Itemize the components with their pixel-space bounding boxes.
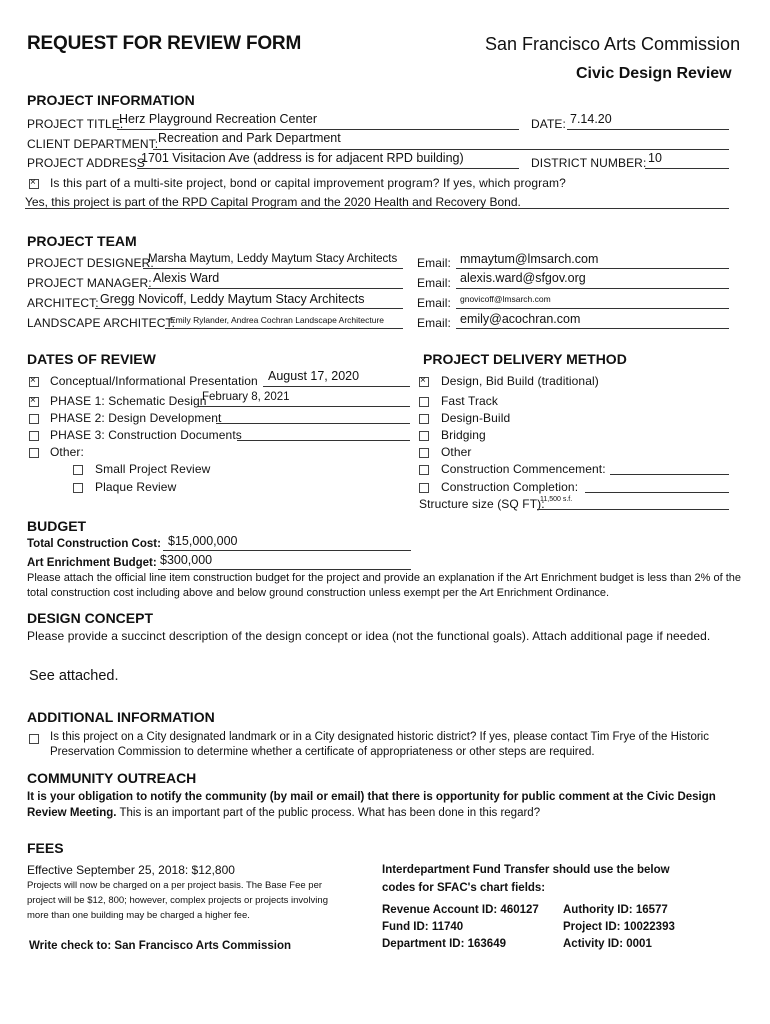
- fund-transfer-heading: Interdepartment Fund Transfer should use the below codes for SFAC's chart fields:: [382, 864, 670, 894]
- section-heading-project-information: PROJECT INFORMATION: [27, 92, 195, 108]
- conceptual-checkbox[interactable]: [29, 377, 39, 387]
- design-build-checkbox[interactable]: [419, 414, 429, 424]
- construction-commencement-checkbox[interactable]: [419, 465, 429, 475]
- client-department-label: CLIENT DEPARTMENT:: [27, 137, 159, 151]
- district-number-field[interactable]: 10: [648, 151, 662, 165]
- project-manager-label: PROJECT MANAGER:: [27, 276, 152, 290]
- project-manager-email-field[interactable]: alexis.ward@sfgov.org: [460, 271, 586, 285]
- section-heading-budget: BUDGET: [27, 518, 87, 534]
- design-bid-build-checkbox[interactable]: [419, 377, 429, 387]
- section-heading-fees: FEES: [27, 840, 64, 856]
- section-heading-delivery-method: PROJECT DELIVERY METHOD: [423, 351, 627, 367]
- section-heading-design-concept: DESIGN CONCEPT: [27, 610, 154, 626]
- budget-note: Please attach the official line item construction budget for the project and provide an explanation if the Art Enrichment budget is less than 2% of the total construction cost including above and below ground construction unless exempt per the Art Enrichment Ordinance.: [27, 572, 742, 599]
- email-label: Email:: [417, 256, 451, 270]
- date-field[interactable]: 7.14.20: [570, 112, 612, 126]
- district-number-label: DISTRICT NUMBER:: [531, 156, 647, 170]
- bridging-label: Bridging: [441, 428, 486, 442]
- section-heading-project-team: PROJECT TEAM: [27, 233, 137, 249]
- historic-landmark-checkbox[interactable]: [29, 734, 39, 744]
- construction-completion-label: Construction Completion:: [441, 480, 579, 494]
- architect-label: ARCHITECT:: [27, 296, 99, 310]
- design-concept-instruction: Please provide a succinct description of the design concept or idea (not the functional goals). Attach additional page if needed.: [27, 629, 711, 643]
- project-id: Project ID: 10022393: [563, 921, 675, 933]
- project-address-field[interactable]: 1701 Visitacion Ave (address is for adjacent RPD building): [141, 151, 464, 165]
- fast-track-checkbox[interactable]: [419, 397, 429, 407]
- section-heading-community-outreach: COMMUNITY OUTREACH: [27, 770, 197, 786]
- small-project-review-label: Small Project Review: [95, 462, 211, 476]
- date-label: DATE:: [531, 117, 566, 131]
- multisite-answer-field[interactable]: Yes, this project is part of the RPD Capital Program and the 2020 Health and Recovery Bond.: [25, 195, 521, 209]
- architect-field[interactable]: Gregg Novicoff, Leddy Maytum Stacy Architects: [100, 292, 365, 306]
- section-heading-dates-of-review: DATES OF REVIEW: [27, 351, 156, 367]
- project-title-label: PROJECT TITLE:: [27, 117, 124, 131]
- fast-track-label: Fast Track: [441, 394, 499, 408]
- department-id: Department ID: 163649: [382, 938, 506, 950]
- plaque-review-label: Plaque Review: [95, 480, 177, 494]
- historic-landmark-question: Is this project on a City designated landmark or in a City designated historic district? If yes, please contact Tim Frye of the Historic Preservation Commission to determine whether a certificate of appropriateness or other steps are required.: [50, 731, 709, 758]
- phase2-checkbox[interactable]: [29, 414, 39, 424]
- multisite-question: Is this part of a multi-site project, bond or capital improvement program? If yes, which program?: [50, 176, 566, 190]
- landscape-architect-label: LANDSCAPE ARCHITECT:: [27, 316, 176, 330]
- structure-size-field[interactable]: 11,500 s.f.: [540, 496, 573, 503]
- other-review-checkbox[interactable]: [29, 448, 39, 458]
- conceptual-label: Conceptual/Informational Presentation: [50, 374, 258, 388]
- landscape-architect-email-field[interactable]: emily@acochran.com: [460, 312, 581, 326]
- project-address-label: PROJECT ADDRESS: [27, 156, 145, 170]
- plaque-review-checkbox[interactable]: [73, 483, 83, 493]
- project-designer-field[interactable]: Marsha Maytum, Leddy Maytum Stacy Architects: [148, 253, 398, 265]
- design-bid-build-label: Design, Bid Build (traditional): [441, 374, 599, 388]
- project-designer-label: PROJECT DESIGNER:: [27, 256, 154, 270]
- structure-size-label: Structure size (SQ FT):: [419, 497, 545, 511]
- phase3-checkbox[interactable]: [29, 431, 39, 441]
- total-construction-cost-label: Total Construction Cost:: [27, 538, 161, 550]
- fees-check-to: Write check to: San Francisco Arts Commission: [29, 940, 292, 952]
- community-outreach-text: [27, 789, 747, 821]
- construction-completion-checkbox[interactable]: [419, 483, 429, 493]
- project-designer-email-field[interactable]: mmaytum@lmsarch.com: [460, 252, 599, 266]
- activity-id: Activity ID: 0001: [563, 938, 652, 950]
- other-review-label: Other:: [50, 445, 84, 459]
- community-outreach-question: This is an important part of the public process. What has been done in this regard?: [119, 807, 541, 819]
- art-enrichment-budget-field[interactable]: $300,000: [160, 553, 213, 567]
- email-label: Email:: [417, 276, 451, 290]
- form-subtitle: Civic Design Review: [576, 65, 732, 82]
- multisite-checkbox[interactable]: [29, 179, 39, 189]
- phase3-label: PHASE 3: Construction Documents: [50, 428, 242, 442]
- revenue-account-id: Revenue Account ID: 460127: [382, 904, 539, 916]
- landscape-architect-field[interactable]: Emily Rylander, Andrea Cochran Landscape Architecture: [170, 315, 385, 325]
- design-concept-field[interactable]: See attached.: [29, 668, 119, 684]
- fees-effective: Effective September 25, 2018: $12,800: [27, 863, 235, 877]
- phase1-date-field[interactable]: February 8, 2021: [202, 391, 290, 403]
- bridging-checkbox[interactable]: [419, 431, 429, 441]
- client-department-field[interactable]: Recreation and Park Department: [158, 131, 341, 145]
- phase1-checkbox[interactable]: [29, 397, 39, 407]
- other-delivery-checkbox[interactable]: [419, 448, 429, 458]
- architect-email-field[interactable]: gnovicoff@lmsarch.com: [460, 294, 551, 304]
- email-label: Email:: [417, 296, 451, 310]
- email-label: Email:: [417, 316, 451, 330]
- community-outreach-obligation: It is your obligation to notify the community (by mail or email) that there is opportunity for public comment at the Civic Design Review Meeting.: [27, 791, 716, 819]
- small-project-review-checkbox[interactable]: [73, 465, 83, 475]
- total-construction-cost-field[interactable]: $15,000,000: [168, 534, 238, 548]
- design-build-label: Design-Build: [441, 411, 511, 425]
- form-title: REQUEST FOR REVIEW FORM: [27, 33, 302, 54]
- other-delivery-label: Other: [441, 445, 472, 459]
- fund-id: Fund ID: 11740: [382, 921, 464, 933]
- art-enrichment-budget-label: Art Enrichment Budget:: [27, 557, 157, 569]
- construction-commencement-label: Construction Commencement:: [441, 462, 606, 476]
- conceptual-date-field[interactable]: August 17, 2020: [268, 369, 360, 383]
- project-manager-field[interactable]: Alexis Ward: [153, 271, 220, 285]
- phase2-label: PHASE 2: Design Development: [50, 411, 222, 425]
- phase1-label: PHASE 1: Schematic Design: [50, 394, 207, 408]
- fees-description: Projects will now be charged on a per project basis. The Base Fee per project will be $12, 800; however, complex projects or projects involving more than one building may be charged a higher fee.: [27, 880, 328, 921]
- project-title-field[interactable]: Herz Playground Recreation Center: [119, 112, 318, 126]
- authority-id: Authority ID: 16577: [563, 904, 668, 916]
- organization-name: San Francisco Arts Commission: [485, 34, 741, 54]
- section-heading-additional-information: ADDITIONAL INFORMATION: [27, 709, 215, 725]
